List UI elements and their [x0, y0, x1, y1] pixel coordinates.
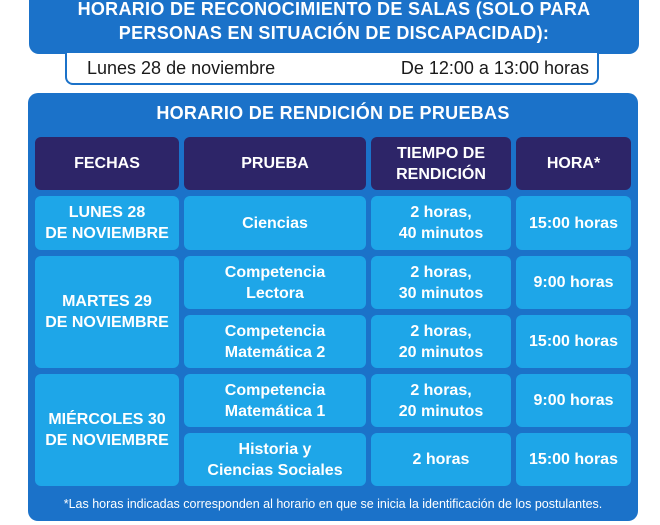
schedule-title: HORARIO DE RENDICIÓN DE PRUEBAS: [156, 103, 510, 123]
tiempo-cell: 2 horas, 20 minutos: [371, 374, 511, 427]
tiempo-cell: 2 horas, 40 minutos: [371, 196, 511, 250]
prueba-cell: Competencia Matemática 1: [184, 374, 366, 427]
recognition-time: De 12:00 a 13:00 horas: [400, 58, 589, 78]
header-prueba: PRUEBA: [184, 137, 366, 190]
recognition-date: Lunes 28 de noviembre: [87, 58, 276, 78]
date-cell-3: MIÉRCOLES 30 DE NOVIEMBRE: [35, 374, 179, 486]
hora-cell: 15:00 horas: [516, 196, 631, 250]
prueba-cell: Competencia Matemática 2: [184, 315, 366, 368]
hora-cell: 15:00 horas: [516, 433, 631, 486]
prueba-cell: Competencia Lectora: [184, 256, 366, 309]
header-fechas: FECHAS: [35, 137, 179, 190]
banner-line-2: PERSONAS EN SITUACIÓN DE DISCAPACIDAD):: [118, 23, 550, 43]
date-cell-1: LUNES 28 DE NOVIEMBRE: [35, 196, 179, 250]
hora-cell: 15:00 horas: [516, 315, 631, 368]
tiempo-cell: 2 horas, 20 minutos: [371, 315, 511, 368]
recognition-banner: [29, 0, 639, 54]
prueba-cell: Historia y Ciencias Sociales: [184, 433, 366, 486]
footnote: *Las horas indicadas corresponden al horario en que se inicia la identificación de los postulantes.: [63, 497, 603, 511]
hora-cell: 9:00 horas: [516, 256, 631, 309]
header-tiempo: TIEMPO DE RENDICIÓN: [371, 137, 511, 190]
banner-line-1: HORARIO DE RECONOCIMIENTO DE SALAS (SOLO PARA: [77, 0, 591, 19]
schedule-panel: [28, 93, 638, 521]
prueba-cell: Ciencias: [184, 196, 366, 250]
hora-cell: 9:00 horas: [516, 374, 631, 427]
header-hora: HORA*: [516, 137, 631, 190]
tiempo-cell: 2 horas: [371, 433, 511, 486]
date-cell-2: MARTES 29 DE NOVIEMBRE: [35, 256, 179, 368]
recognition-date-row: [65, 53, 599, 85]
tiempo-cell: 2 horas, 30 minutos: [371, 256, 511, 309]
